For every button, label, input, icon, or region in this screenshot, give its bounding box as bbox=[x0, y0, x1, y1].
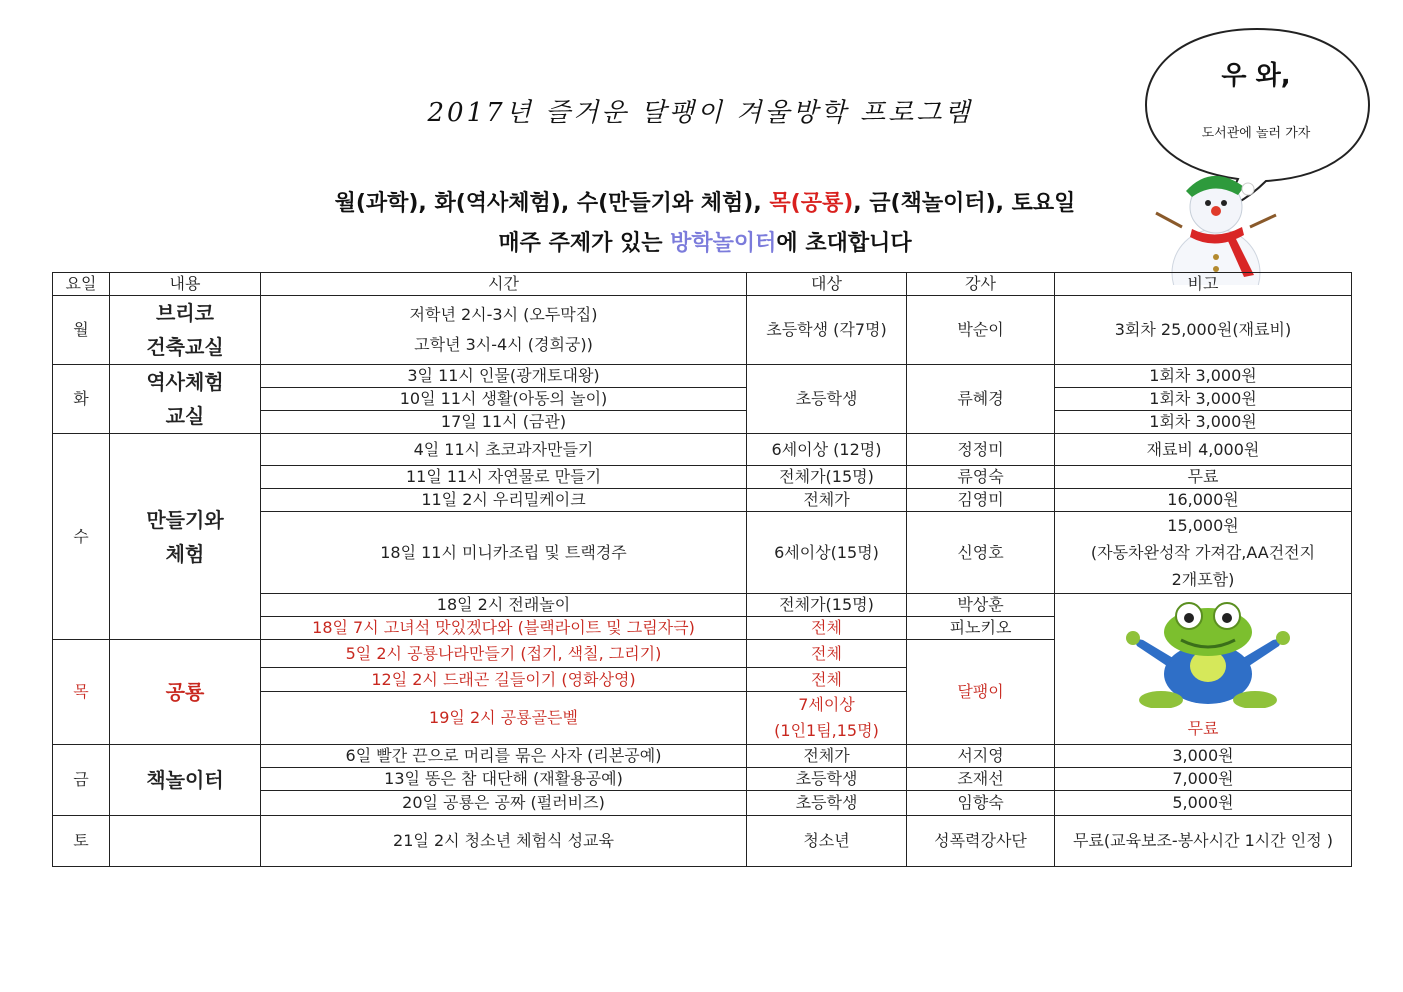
note-thu-free-label: 무료 bbox=[1187, 719, 1219, 738]
teacher-thu: 달팽이 bbox=[907, 640, 1055, 745]
frog-wrap bbox=[1059, 594, 1347, 744]
table-header-row bbox=[53, 273, 1352, 296]
snowman-icon bbox=[1152, 165, 1280, 285]
time-mon: 저학년 2시-3시 (오두막집) 고학년 3시-4시 (경희궁)) bbox=[261, 296, 747, 365]
note-fri-1: 3,000원 bbox=[1055, 745, 1352, 768]
teacher-wed-2: 류영숙 bbox=[907, 466, 1055, 489]
content-wed: 만들기와 체험 bbox=[110, 434, 261, 640]
target-wed-1: 6세이상 (12명) bbox=[747, 434, 907, 466]
time-wed-3: 11일 2시 우리밀케이크 bbox=[261, 489, 747, 512]
target-wed-6: 전체 bbox=[747, 617, 907, 640]
content-tue: 역사체험 교실 bbox=[110, 365, 261, 434]
content-fri: 책놀이터 bbox=[110, 745, 261, 816]
header-teacher: 강사 bbox=[907, 273, 1055, 296]
target-tue: 초등학생 bbox=[747, 365, 907, 434]
header-content: 내용 bbox=[110, 273, 261, 296]
time-tue-2: 10일 11시 생활(아동의 놀이) bbox=[261, 388, 747, 411]
teacher-wed-5: 박상훈 bbox=[907, 594, 1055, 617]
note-mon: 3회차 25,000원(재료비) bbox=[1055, 296, 1352, 365]
content-thu: 공룡 bbox=[110, 640, 261, 745]
target-wed-4: 6세이상(15명) bbox=[747, 512, 907, 594]
target-wed-5: 전체가(15명) bbox=[747, 594, 907, 617]
header-day: 요일 bbox=[53, 273, 110, 296]
teacher-sat: 성폭력강사단 bbox=[907, 816, 1055, 867]
target-thu-3: 7세이상 (1인1팀,15명) bbox=[747, 692, 907, 745]
note-tue-2: 1회차 3,000원 bbox=[1055, 388, 1352, 411]
header-time: 시간 bbox=[261, 273, 747, 296]
header-note: 비고 bbox=[1055, 273, 1352, 296]
table-row bbox=[53, 816, 1352, 867]
teacher-wed-6: 피노키오 bbox=[907, 617, 1055, 640]
note-wed-4: 15,000원 (자동차완성작 가져감,AA건전지 2개포함) bbox=[1055, 512, 1352, 594]
subtitle-2-tail: 에 초대합니다 bbox=[776, 231, 912, 256]
subtitle-2-highlight: 방학놀이터 bbox=[670, 231, 777, 256]
time-sat: 21일 2시 청소년 체험식 성교육 bbox=[261, 816, 747, 867]
note-fri-3: 5,000원 bbox=[1055, 791, 1352, 816]
content-sat bbox=[110, 816, 261, 867]
target-fri-3: 초등학생 bbox=[747, 791, 907, 816]
note-thu-free bbox=[1055, 594, 1352, 745]
target-thu-1: 전체 bbox=[747, 640, 907, 668]
note-wed-3: 16,000원 bbox=[1055, 489, 1352, 512]
time-tue-3: 17일 11시 (금관) bbox=[261, 411, 747, 434]
target-thu-2: 전체 bbox=[747, 668, 907, 692]
teacher-wed-3: 김영미 bbox=[907, 489, 1055, 512]
time-wed-1: 4일 11시 초코과자만들기 bbox=[261, 434, 747, 466]
time-fri-3: 20일 공룡은 공짜 (펄러비즈) bbox=[261, 791, 747, 816]
teacher-fri-1: 서지영 bbox=[907, 745, 1055, 768]
page-title: 2017년 즐거운 달팽이 겨울방학 프로그램 bbox=[427, 98, 973, 128]
time-tue-1: 3일 11시 인물(광개토대왕) bbox=[261, 365, 747, 388]
time-thu-1: 5일 2시 공룡나라만들기 (접기, 색칠, 그리기) bbox=[261, 640, 747, 668]
table-row bbox=[53, 434, 1352, 466]
day-wed: 수 bbox=[53, 434, 110, 640]
content-mon: 브리코 건축교실 bbox=[110, 296, 261, 365]
subtitle-2-text: 매주 주제가 있는 bbox=[498, 231, 671, 256]
teacher-wed-4: 신영호 bbox=[907, 512, 1055, 594]
note-wed-2: 무료 bbox=[1055, 466, 1352, 489]
subtitle-line-1 bbox=[200, 186, 1210, 217]
note-sat: 무료(교육보조-봉사시간 1시간 인정 ) bbox=[1055, 816, 1352, 867]
table-row bbox=[53, 296, 1352, 365]
teacher-fri-3: 임향숙 bbox=[907, 791, 1055, 816]
time-wed-4: 18일 11시 미니카조립 및 트랙경주 bbox=[261, 512, 747, 594]
subtitle-1-tail: , 금(책놀이터), 토요일 bbox=[853, 191, 1076, 216]
subtitle-line-2 bbox=[200, 226, 1210, 257]
note-fri-2: 7,000원 bbox=[1055, 768, 1352, 791]
time-thu-2: 12일 2시 드래곤 길들이기 (영화상영) bbox=[261, 668, 747, 692]
day-thu: 목 bbox=[53, 640, 110, 745]
target-fri-1: 전체가 bbox=[747, 745, 907, 768]
teacher-tue: 류혜경 bbox=[907, 365, 1055, 434]
time-fri-2: 13일 똥은 참 대단해 (재활용공예) bbox=[261, 768, 747, 791]
frog-character-icon bbox=[1123, 600, 1293, 708]
target-sat: 청소년 bbox=[747, 816, 907, 867]
target-wed-3: 전체가 bbox=[747, 489, 907, 512]
time-wed-6: 18일 7시 고녀석 맛있겠다와 (블랙라이트 및 그림자극) bbox=[261, 617, 747, 640]
schedule-table bbox=[52, 272, 1352, 867]
note-wed-1: 재료비 4,000원 bbox=[1055, 434, 1352, 466]
table-row bbox=[53, 745, 1352, 768]
target-fri-2: 초등학생 bbox=[747, 768, 907, 791]
day-tue: 화 bbox=[53, 365, 110, 434]
bubble-text-wow: 우 와, bbox=[1221, 61, 1291, 91]
day-mon: 월 bbox=[53, 296, 110, 365]
time-wed-5: 18일 2시 전래놀이 bbox=[261, 594, 747, 617]
target-wed-2: 전체가(15명) bbox=[747, 466, 907, 489]
subtitle-1-highlight: 목(공룡) bbox=[769, 191, 854, 216]
target-mon: 초등학생 (각7명) bbox=[747, 296, 907, 365]
table-row bbox=[53, 365, 1352, 388]
teacher-wed-1: 정정미 bbox=[907, 434, 1055, 466]
day-fri: 금 bbox=[53, 745, 110, 816]
time-thu-3: 19일 2시 공룡골든벨 bbox=[261, 692, 747, 745]
header-target: 대상 bbox=[747, 273, 907, 296]
time-fri-1: 6일 빨간 끈으로 머리를 묶은 사자 (리본공예) bbox=[261, 745, 747, 768]
subtitle-1-text: 월(과학), 화(역사체험), 수(만들기와 체험), bbox=[334, 191, 770, 216]
time-wed-2: 11일 11시 자연물로 만들기 bbox=[261, 466, 747, 489]
note-tue-3: 1회차 3,000원 bbox=[1055, 411, 1352, 434]
teacher-fri-2: 조재선 bbox=[907, 768, 1055, 791]
note-tue-1: 1회차 3,000원 bbox=[1055, 365, 1352, 388]
day-sat: 토 bbox=[53, 816, 110, 867]
teacher-mon: 박순이 bbox=[907, 296, 1055, 365]
bubble-text-library: 도서관에 놀러 가자 bbox=[1201, 126, 1311, 141]
